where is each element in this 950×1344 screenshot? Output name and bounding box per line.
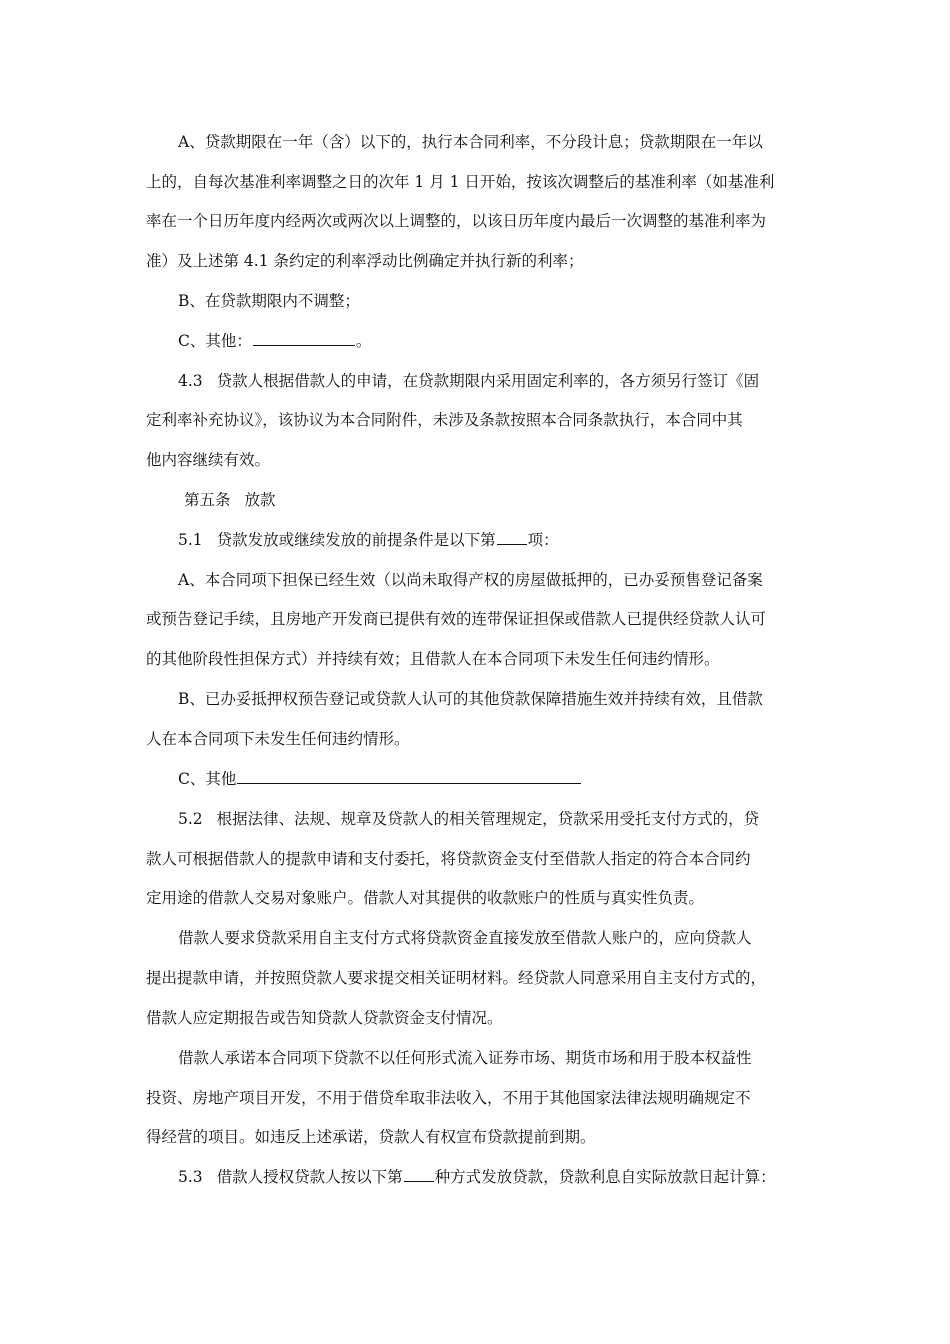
paragraph-line: [146, 450, 270, 470]
clause-heading-line: [178, 809, 759, 829]
text-run: 的其他阶段性担保方式）并持续有效；且借款人在本合同项下未发生任何违约情形。: [146, 650, 720, 668]
text-run: 定利率补充协议》，该协议为本合同附件，未涉及条款按照本合同条款执行，本合同中其: [146, 411, 743, 429]
paragraph-line: [178, 928, 752, 948]
clause-heading-line: [178, 371, 759, 391]
article-title: 放款: [244, 491, 276, 509]
article-number: 第五条: [184, 491, 231, 509]
paragraph-line: [178, 689, 763, 709]
paragraph-line: [146, 1088, 751, 1108]
text-run: C、其他: [178, 770, 237, 788]
paragraph-line: [146, 410, 743, 430]
text-run: A、贷款期限在一年（含）以下的，执行本合同利率，不分段计息；贷款期限在一年以: [178, 133, 763, 151]
text-run: 贷款人根据借款人的申请，在贷款期限内采用固定利率的，各方须另行签订《固: [216, 372, 760, 390]
clause-number: 5.1: [178, 531, 203, 549]
paragraph-line: [178, 331, 371, 351]
clause-number: 5.2: [178, 810, 203, 828]
text-run: A、本合同项下担保已经生效（以尚未取得产权的房屋做抵押的，已办妥预售登记备案: [178, 571, 763, 589]
paragraph-line: [178, 570, 763, 590]
text-run: 率在一个日历年度内经两次或两次以上调整的，以该日历年度内最后一次调整的基准利率为: [146, 212, 767, 230]
text-run: 借款人应定期报告或告知贷款人贷款资金支付情况。: [146, 1009, 503, 1027]
text-run: 款人可根据借款人的提款申请和支付委托，将贷款资金支付至借款人指定的符合本合同约: [146, 850, 751, 868]
text-run: 得经营的项目。如违反上述承诺，贷款人有权宣布贷款提前到期。: [146, 1128, 596, 1146]
paragraph-line: [178, 132, 763, 152]
text-run: 贷款发放或继续发放的前提条件是以下第: [216, 531, 496, 549]
paragraph-line: [146, 729, 410, 749]
text-run: 或预告登记手续，且房地产开发商已提供有效的连带保证担保或借款人已提供经贷款人认可: [146, 610, 767, 628]
paragraph-line: [146, 1008, 503, 1028]
text-run: B、在贷款期限内不调整；: [178, 292, 360, 310]
text-run: 准）及上述第 4.1 条约定的利率浮动比例确定并执行新的利率；: [146, 252, 584, 270]
text-run: 借款人承诺本合同项下贷款不以任何形式流入证券市场、期货市场和用于股本权益性: [178, 1049, 752, 1067]
text-run: C、其他：: [178, 332, 252, 350]
text-run: 项：: [527, 531, 559, 549]
fill-in-blank[interactable]: [404, 1167, 434, 1182]
text-run: 上的，自每次基准利率调整之日的次年 1 月 1 日开始，按该次调整后的基准利率（如基准利: [146, 173, 775, 191]
clause-number: 4.3: [178, 372, 203, 390]
paragraph-line: [146, 968, 766, 988]
text-run: 种方式发放贷款，贷款利息自实际放款日起计算：: [434, 1168, 776, 1186]
paragraph-line: [146, 609, 766, 629]
paragraph-line: [146, 172, 774, 192]
text-run: 提出提款申请，并按照贷款人要求提交相关证明材料。经贷款人同意采用自主支付方式的，: [146, 969, 767, 987]
text-run: 。: [355, 332, 372, 350]
text-run: 借款人要求贷款采用自主支付方式将贷款资金直接发放至借款人账户的，应向贷款人: [178, 929, 752, 947]
fill-in-blank[interactable]: [237, 769, 581, 784]
paragraph-line: [146, 888, 704, 908]
fill-in-blank[interactable]: [497, 530, 527, 545]
fill-in-blank[interactable]: [253, 331, 355, 346]
clause-heading-line: [178, 1167, 776, 1187]
paragraph-line: [146, 211, 766, 231]
text-run: 投资、房地产项目开发，不用于借贷牟取非法收入，不用于其他国家法律法规明确规定不: [146, 1089, 751, 1107]
paragraph-line: [146, 251, 584, 271]
paragraph-line: [146, 649, 720, 669]
clause-heading-line: [178, 530, 559, 550]
paragraph-line: [178, 1048, 752, 1068]
paragraph-line: [178, 291, 360, 311]
paragraph-line: [178, 769, 582, 789]
text-run: 定用途的借款人交易对象账户。借款人对其提供的收款账户的性质与真实性负责。: [146, 889, 705, 907]
text-run: 他内容继续有效。: [146, 451, 271, 469]
text-run: B、已办妥抵押权预告登记或贷款人认可的其他贷款保障措施生效并持续有效，且借款: [178, 690, 763, 708]
text-run: 根据法律、法规、规章及贷款人的相关管理规定，贷款采用受托支付方式的，贷: [216, 810, 760, 828]
article-heading: [184, 490, 276, 510]
text-run: 人在本合同项下未发生任何违约情形。: [146, 730, 410, 748]
clause-number: 5.3: [178, 1168, 203, 1186]
paragraph-line: [146, 849, 751, 869]
paragraph-line: [146, 1127, 596, 1147]
text-run: 借款人授权贷款人按以下第: [216, 1168, 403, 1186]
